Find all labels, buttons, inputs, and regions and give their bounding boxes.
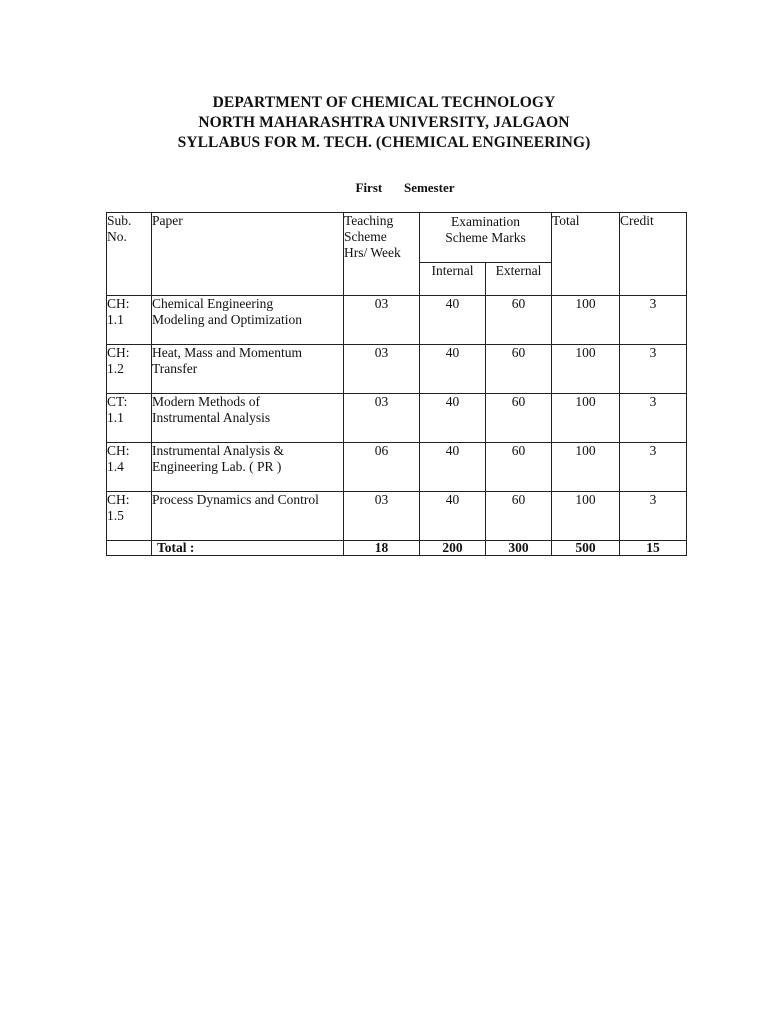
header-text: Sub.	[107, 213, 132, 228]
header-sub-no	[107, 213, 152, 296]
table-header-row	[107, 213, 687, 263]
header-text: Examination	[451, 214, 520, 229]
paper-name: Instrumental Analysis	[152, 410, 271, 425]
department-title: DEPARTMENT OF CHEMICAL TECHNOLOGY	[212, 94, 556, 111]
university-title: NORTH MAHARASHTRA UNIVERSITY, JALGAON	[198, 114, 570, 131]
credit-cell: 3	[620, 345, 687, 394]
hrs-cell: 03	[344, 345, 420, 394]
header-external: External	[486, 263, 552, 296]
sub-code-cell	[107, 394, 152, 443]
paper-name: Chemical Engineering	[152, 296, 274, 311]
sub-code-cell	[107, 296, 152, 345]
sub-code: 1.1	[107, 410, 124, 425]
hrs-cell: 06	[344, 443, 420, 492]
table-row	[107, 443, 687, 492]
hrs-cell: 03	[344, 394, 420, 443]
paper-cell	[152, 296, 344, 345]
table-row	[107, 394, 687, 443]
sub-code: CT:	[107, 394, 128, 409]
external-cell: 60	[486, 443, 552, 492]
sub-code: CH:	[107, 443, 130, 458]
paper-name: Process Dynamics and Control	[152, 492, 319, 507]
internal-cell: 40	[420, 345, 486, 394]
semester-heading: First Semester	[355, 180, 455, 195]
sub-code: 1.2	[107, 361, 124, 376]
paper-cell	[152, 345, 344, 394]
header-internal: Internal	[420, 263, 486, 296]
document-header	[0, 93, 768, 153]
total-hrs: 18	[344, 541, 420, 556]
hrs-cell: 03	[344, 296, 420, 345]
credit-cell: 3	[620, 492, 687, 541]
paper-name: Modern Methods of	[152, 394, 260, 409]
header-paper: Paper	[152, 213, 344, 296]
sub-code: 1.4	[107, 459, 124, 474]
total-label: Total :	[152, 541, 344, 556]
total-cell: 100	[552, 492, 620, 541]
paper-name: Engineering Lab. ( PR )	[152, 459, 282, 474]
internal-cell: 40	[420, 492, 486, 541]
paper-cell	[152, 492, 344, 541]
header-teaching-scheme	[344, 213, 420, 296]
header-text: Teaching	[344, 213, 394, 228]
paper-name: Modeling and Optimization	[152, 312, 302, 327]
sub-code: CH:	[107, 492, 130, 507]
header-text: Scheme	[344, 229, 387, 244]
paper-cell	[152, 394, 344, 443]
table-row	[107, 492, 687, 541]
external-cell: 60	[486, 345, 552, 394]
total-empty-cell	[107, 541, 152, 556]
hrs-cell: 03	[344, 492, 420, 541]
sub-code: 1.5	[107, 508, 124, 523]
header-text: No.	[107, 229, 127, 244]
external-cell: 60	[486, 296, 552, 345]
sub-code: 1.1	[107, 312, 124, 327]
external-cell: 60	[486, 394, 552, 443]
table-total-row	[107, 541, 687, 556]
syllabus-table	[106, 212, 687, 556]
total-internal: 200	[420, 541, 486, 556]
total-marks: 500	[552, 541, 620, 556]
sub-code: CH:	[107, 345, 130, 360]
internal-cell: 40	[420, 296, 486, 345]
total-cell: 100	[552, 443, 620, 492]
credit-cell: 3	[620, 296, 687, 345]
header-examination-scheme	[420, 213, 552, 263]
total-cell: 100	[552, 296, 620, 345]
internal-cell: 40	[420, 443, 486, 492]
table-row	[107, 296, 687, 345]
external-cell: 60	[486, 492, 552, 541]
header-total: Total	[552, 213, 620, 296]
credit-cell: 3	[620, 443, 687, 492]
sub-code-cell	[107, 492, 152, 541]
header-text: Hrs/ Week	[344, 245, 401, 260]
header-credit: Credit	[620, 213, 687, 296]
sub-code-cell	[107, 443, 152, 492]
paper-name: Instrumental Analysis &	[152, 443, 284, 458]
total-cell: 100	[552, 394, 620, 443]
header-text: Scheme Marks	[445, 230, 526, 245]
total-external: 300	[486, 541, 552, 556]
total-credit: 15	[620, 541, 687, 556]
sub-code-cell	[107, 345, 152, 394]
credit-cell: 3	[620, 394, 687, 443]
total-cell: 100	[552, 345, 620, 394]
sub-code: CH:	[107, 296, 130, 311]
paper-name: Heat, Mass and Momentum	[152, 345, 302, 360]
internal-cell: 40	[420, 394, 486, 443]
syllabus-title: SYLLABUS FOR M. TECH. (CHEMICAL ENGINEERING)	[177, 134, 591, 151]
paper-cell	[152, 443, 344, 492]
paper-name: Transfer	[152, 361, 198, 376]
table-row	[107, 345, 687, 394]
